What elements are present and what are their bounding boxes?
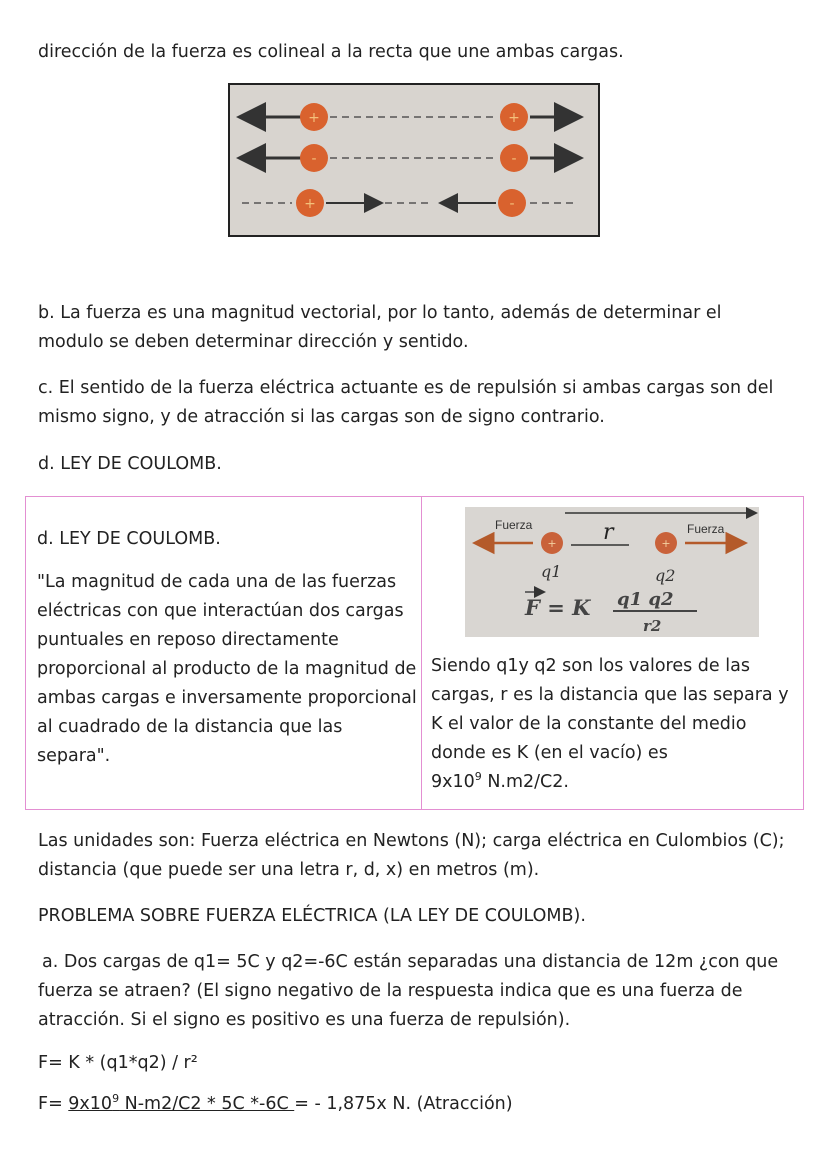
result-line [38, 1090, 790, 1119]
paragraph-c: c. El sentido de la fuerza eléctrica actuante es de repulsión si ambas cargas son del mismo signo, y de atracción si las cargas son de signo contrario. [38, 378, 774, 427]
plus-sign: + [547, 537, 557, 550]
charge-sign: - [509, 196, 515, 212]
units-paragraph: Las unidades son: Fuerza eléctrica en Newtons (N); carga eléctrica en Culombios (C); distancia (que puede ser una letra r, d, x) en metros (m). [38, 831, 785, 880]
table-right-cell [431, 652, 791, 797]
formula-denominator: r2 [643, 617, 662, 635]
table-left-cell [37, 525, 417, 771]
constant-explanation: Siendo q1y q2 son los valores de las cargas, r es la distancia que las separa y K el valor de la constante del medio donde es K (en el vacío) es [431, 656, 789, 763]
plus-sign: + [661, 537, 671, 550]
table-divider [421, 497, 422, 809]
paragraph-d: d. LEY DE COULOMB. [38, 454, 222, 474]
constant-value [431, 768, 791, 797]
constant-exponent: 9 [474, 770, 482, 783]
constant-base: 9x10 [431, 772, 475, 792]
result-suffix: = - 1,875x N. (Atracción) [294, 1094, 513, 1114]
charges-diagram [230, 85, 598, 235]
formula-lhs: F = K [525, 595, 591, 620]
result-prefix: F= [38, 1094, 69, 1114]
charge-sign: + [308, 110, 320, 126]
constant-units: N.m2/C2. [481, 772, 569, 792]
charge-sign: - [511, 151, 517, 167]
result-rest: N-m2/C2 * 5C *-6C [119, 1094, 295, 1114]
left-cell-title: d. LEY DE COULOMB. [37, 529, 221, 549]
charges-figure [228, 83, 600, 237]
coulomb-law-quote: "La magnitud de cada una de las fuerzas eléctricas con que interactúan dos cargas puntuales en reposo directamente proporcional al producto de la magnitud de ambas cargas e inversamente proporcional al cuadrado de la distancia que las separa". [37, 572, 417, 766]
charge-sign: + [304, 196, 316, 212]
result-base: 9x10 [68, 1094, 113, 1114]
paragraph-b: b. La fuerza es una magnitud vectorial, por lo tanto, además de determinar el modulo se deben determinar dirección y sentido. [38, 303, 722, 352]
problem-a: a. Dos cargas de q1= 5C y q2=-6C están separadas una distancia de 12m ¿con que fuerza se atraen? (El signo negativo de la respuesta indica que es una fuerza de atracción. Si el signo es positivo es una fuerza de repulsión). [38, 952, 779, 1030]
result-underlined [68, 1094, 294, 1114]
force-label-left: Fuerza [495, 518, 533, 532]
coulomb-table [25, 496, 804, 810]
charge-sign: - [311, 151, 317, 167]
formula-line: F= K * (q1*q2) / r² [38, 1053, 198, 1073]
force-label-right: Fuerza [687, 522, 725, 536]
r-label: r [603, 520, 614, 545]
coulomb-diagram [465, 507, 759, 637]
q2-label: q2 [655, 566, 676, 585]
charge-sign: + [508, 110, 520, 126]
problem-title: PROBLEMA SOBRE FUERZA ELÉCTRICA (LA LEY DE COULOMB). [38, 906, 586, 926]
intro-line: dirección de la fuerza es colineal a la recta que une ambas cargas. [38, 42, 624, 62]
coulomb-figure [465, 507, 759, 637]
q1-label: q1 [541, 562, 562, 581]
formula-numerator: q1 q2 [617, 589, 674, 610]
result-exponent: 9 [112, 1092, 120, 1105]
